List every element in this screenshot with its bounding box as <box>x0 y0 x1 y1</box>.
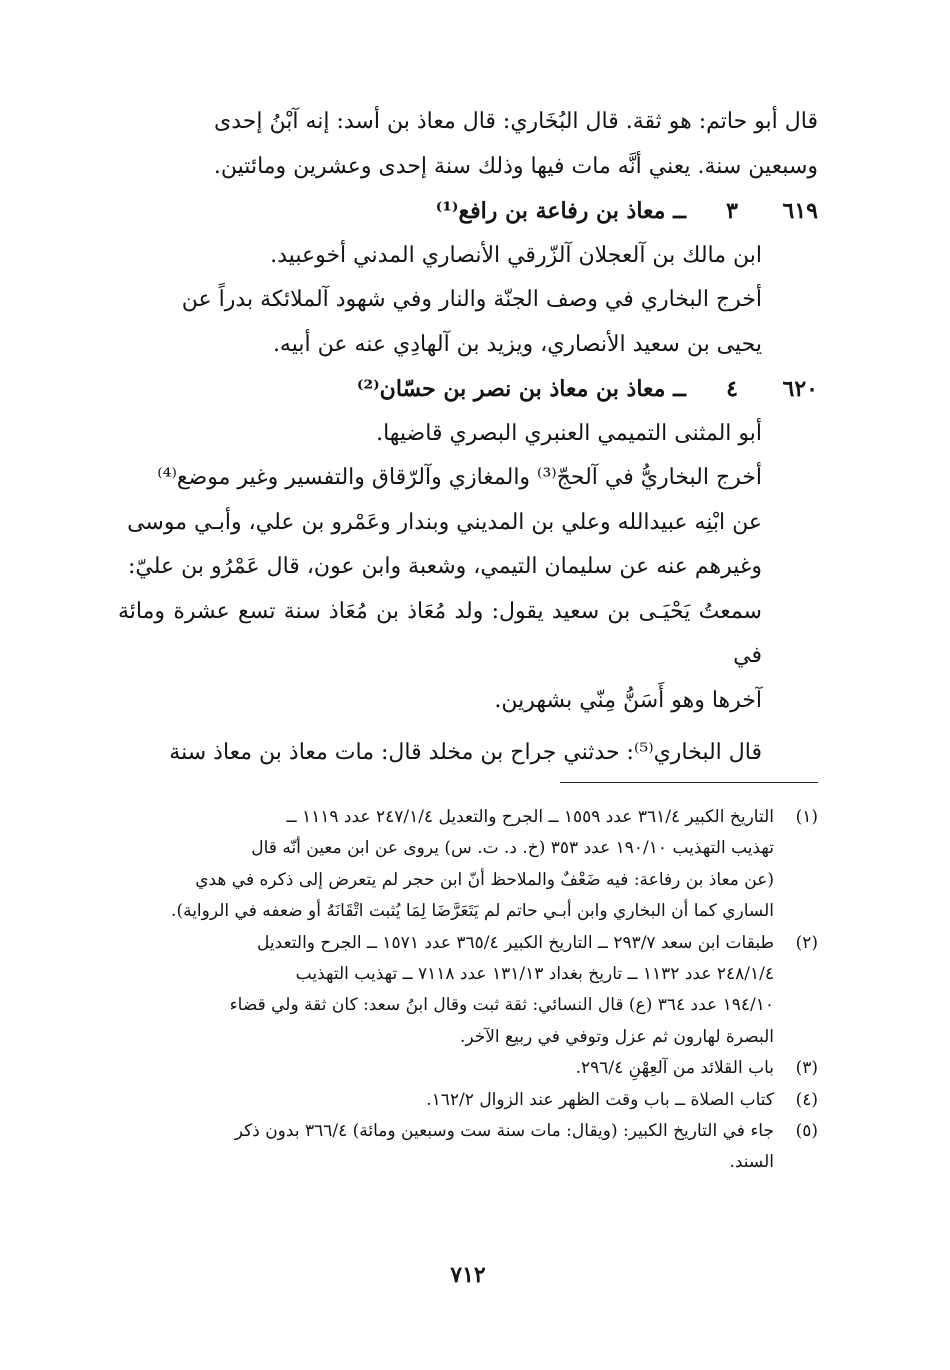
entry-sub-number: ٤ <box>726 376 738 402</box>
footnote-3 <box>118 1053 818 1084</box>
footnote-divider <box>560 782 818 783</box>
text-line: أخرج البخاريُّ في آلحجّ⁽³⁾ والمغازي وآلرّقاق والتفسير وغير موضع⁽⁴⁾ <box>157 465 762 490</box>
text-line: وسبعين سنة. يعني أنَّه مات فيها وذلك سنة إحدى وعشرين ومائتين. <box>213 153 818 179</box>
text-line: عن ابْنِه عبيدالله وعلي بن المديني وبندار وعَمْرو بن علي، وأبـي موسى <box>127 509 762 535</box>
biography-entry-619 <box>118 189 818 234</box>
footnote-mark: (١) <box>795 807 818 827</box>
text-line: أبو المثنى التميمي العنبري البصري قاضيها. <box>376 420 762 446</box>
text-line: ابن مالك بن آلعجلان آلزّرقي الأنصاري المدني أخوعبيد. <box>270 242 762 268</box>
main-text <box>118 100 818 776</box>
book-page <box>118 100 818 1300</box>
footnote-line: السند. <box>729 1152 774 1173</box>
footnote-line: جاء في التاريخ الكبير: (ويقال: مات سنة ست وسبعين ومائة) ٣٦٦/٤ بدون ذكر <box>234 1121 774 1142</box>
footnote-mark: (٥) <box>795 1121 818 1142</box>
text-line: سمعتُ يَحْيَـى بن سعيد يقول: ولد مُعَاذ بن مُعَاذ سنة تسع عشرة ومائة في <box>118 598 762 668</box>
footnote-mark: (٤) <box>795 1089 818 1110</box>
footnote-mark: (٣) <box>795 1058 818 1079</box>
footnote-1 <box>118 802 818 928</box>
footnote-5 <box>118 1116 818 1179</box>
footnote-line: طبقات ابن سعد ٢٩٣/٧ ــ التاريخ الكبير ٣٦٥/٤ عدد ١٥٧١ ــ الجرح والتعديل <box>257 932 774 953</box>
biography-entry-620 <box>118 367 818 412</box>
paragraph-6 <box>118 731 818 776</box>
paragraph-5 <box>118 456 818 723</box>
footnote-line: باب القلائد من آلعِهْنِ ٢٩٦/٤. <box>575 1058 774 1079</box>
footnote-line: الساري كما أن البخاري وابن أبـي حاتم لم يَتَعَرَّضَا لِمَا يُثبت اتْقَانَهُ أو ضعفه في الرواية). <box>171 901 774 922</box>
text-line: أخرج البخاري في وصف الجنّة والنار وفي شهود آلملائكة بدراً عن <box>181 287 762 312</box>
text-line: قال أبو حاتم: هو ثقة. قال البُخَاري: قال معاذ بن أسد: إنه آبْنُ إحدى <box>214 109 818 134</box>
footnote-line: ١٩٤/١٠ عدد ٣٦٤ (ع) قال النسائي: ثقة ثبت وقال ابنُ سعد: كان ثقة ولي قضاء <box>229 995 774 1016</box>
footnotes <box>118 802 818 1179</box>
paragraph-3 <box>118 278 818 367</box>
footnote-line: كتاب الصلاة ــ باب وقت الظهر عند الزوال ١٦٢/٢. <box>426 1089 774 1110</box>
footnote-line: التاريخ الكبير ٣٦١/٤ عدد ١٥٥٩ ــ الجرح والتعديل ٢٤٧/١/٤ عدد ١١١٩ ــ <box>286 807 774 827</box>
footnote-2 <box>118 928 818 1054</box>
entry-title: ــ معاذ بن رفاعة بن رافع⁽¹⁾ <box>435 198 686 224</box>
footnote-4 <box>118 1085 818 1116</box>
paragraph-4 <box>118 412 818 457</box>
footnote-mark: (٢) <box>795 932 818 953</box>
footnote-line: ٢٤٨/١/٤ عدد ١١٣٢ ــ تاريخ بغداد ١٣١/١٣ عدد ٧١١٨ ــ تهذيب التهذيب <box>295 964 774 985</box>
paragraph-2 <box>118 234 818 279</box>
paragraph-1 <box>118 100 818 189</box>
text-line: وغيرهم عنه عن سليمان التيمي، وشعبة وابن عون، قال عَمْرُو بن عليّ: <box>128 554 762 579</box>
entry-number: ٦٢٠ <box>782 376 818 402</box>
footnote-line: (عن معاذ بن رفاعة: فيه ضَعْفٌ والملاحظ أنّ ابن حجر لم يتعرض إلى ذكره في هدي <box>195 869 774 890</box>
entry-title: ــ معاذ بن معاذ بن نصر بن حسّان⁽²⁾ <box>356 376 686 402</box>
entry-number: ٦١٩ <box>782 198 818 224</box>
text-line: قال البخاري⁽⁵⁾: حدثني جراح بن مخلد قال: مات معاذ بن معاذ سنة <box>169 740 762 765</box>
text-line: يحيى بن سعيد الأنصاري، ويزيد بن آلهادِي عنه عن أبيه. <box>272 331 762 357</box>
text-line: آخرها وهو أَسَنُّ مِنّي بشهرين. <box>494 687 762 713</box>
page-number: ٧١٢ <box>450 1262 486 1288</box>
footnote-line: تهذيب التهذيب ١٩٠/١٠ عدد ٣٥٣ (خ. د. ت. س) يروى عن ابن معين أنّه قال <box>251 838 774 859</box>
footnote-line: البصرة لهارون ثم عزل وتوفي في ربيع الآخر. <box>459 1026 774 1047</box>
entry-sub-number: ٣ <box>726 198 738 224</box>
